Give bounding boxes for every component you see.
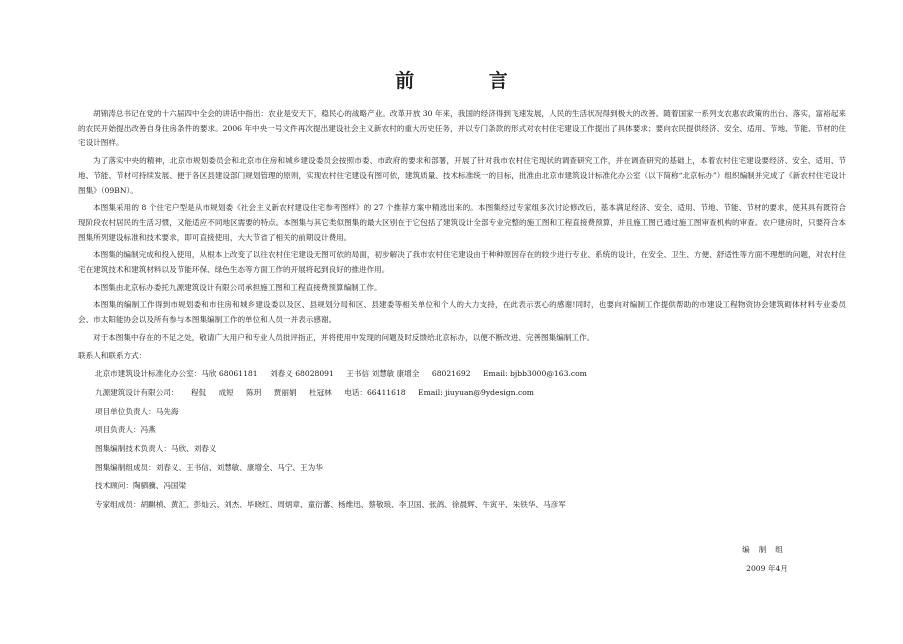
staff-line: 项目单位负责人：马先海 [95, 406, 179, 416]
contact-field: 贾丽娟 [273, 387, 297, 397]
contact-field: 68021692 [431, 369, 471, 379]
contact-field: 成短 [218, 387, 234, 397]
preface-body [78, 107, 846, 517]
paragraph: 本图集由北京标办委托九源建筑设计有限公司承担施工图和工程直接费预算编制工作。 [93, 282, 382, 292]
staff-line: 技术顾问：陶驷骥、冯国梁 [95, 481, 187, 491]
paragraph: 本图集采用的 8 个住宅户型是从市规划委《社会主义新农村建设住宅参考图样》的 27 个推荐方案中精选出来的。本图集经过专家组多次讨论修改后，基本满足经济、安全、适用、节地、节能、节材的要求，使其具有既符合现阶段农村居民的生活习惯，又能适应不同地区需要的特点。本图集与其它类似图集的最大区别在于它包括了建筑设计全部专业完整的施工图和工程直接费预算，并且施工图已通过施工图审查机构的审查。农户建房时，只要符合本图集所列建设标准和技术要求，即可直接使用，大大节省了相关的前期设计费用。 [78, 203, 846, 242]
contact-email: Email: bjbb3000@163.com [482, 369, 587, 379]
contact-email: Email: jiuyuan@9ydesign.com [418, 387, 535, 397]
paragraph: 本图集的编制工作得到市规划委和市住房和城乡建设委以及区、县规划分局和区、县建委等相关单位和个人的大力支持，在此表示衷心的感谢!同时，也要向对编制工作提供帮助的市建设工程物资协会建筑砌体材料专业委员会、市太阳能协会以及所有参与本图集编制工作的单位和人员一并表示感谢。 [78, 300, 846, 325]
staff-line: 图集编制技术负责人：马欣、刘春义 [95, 444, 217, 454]
signature-date: 2009 年4月 [746, 564, 788, 573]
contact-row-bjbb [95, 367, 846, 382]
paragraph: 对于本图集中存在的不足之处，敬请广大用户和专业人员批评指正，并将使用中发现的问题及时反馈给北京标办，以便不断改进、完善图集编制工作。 [93, 332, 595, 342]
contact-field: 王书信 刘慧敏 康增全 [346, 369, 420, 379]
staff-line: 专家组成员：胡麒楨、黄汇、彭灿云、刘杰、毕晓红、周炳章、童衍蕃、杨维迅、蔡敬琅、李卫国、张鸽、徐晨辉、牛寅平、朱铁华、马彦军 [95, 500, 566, 510]
paragraph: 本图集的编制完成和投入使用，从根本上改变了以往农村住宅建设无图可依的局面，初步解决了我市农村住宅建设由于种种原因存在的较少进行专业、系统的设计，在安全、卫生、方便、舒适性等方面不理想的问题，对农村住宅在建筑技术和建筑材料以及节能环保、绿色生态等方面工作的开展将起到良好的推进作用。 [78, 250, 846, 275]
page-title: 前 言 [395, 70, 542, 92]
paragraph: 胡锦涛总书记在党的十六届四中全会的讲话中指出：农业是安天下，稳民心的战略产业。改革开放 30 年来，我国的经济得到飞速发展，人民的生活状况得到极大的改善。随着国家一系列支农惠农政策的出台、落实，富裕起来的农民开始提出改善自身住房条件的要求。2006 年中央一号文件再次提出建设社会主义新农村的重大历史任务，并以专门条款的形式对农村住宅建设工作提出了具体要求；要向农民提供经济、安全、适用、节地、节能、节材的住宅设计图样。 [78, 109, 846, 148]
contact-phone: 电话：66411618 [344, 387, 406, 397]
contacts-heading: 联系人和联系方式： [78, 350, 147, 360]
staff-line: 项目负责人：冯燕 [95, 425, 156, 435]
contact-field: 程侃 [190, 387, 207, 397]
staff-line: 图集编制组成员：刘春义、王书信、刘慧敏、康增全、马宁、王为华 [95, 462, 323, 472]
contact-field: 九源建筑设计有限公司： [95, 387, 179, 397]
contact-field: 刘春义 68028091 [270, 369, 334, 379]
contact-field: 陈玥 [246, 387, 262, 397]
contact-row-jiuyuan [95, 386, 846, 401]
contact-field: 杜冠林 [308, 387, 332, 397]
signature-org: 编制组 [742, 545, 792, 554]
paragraph: 为了落实中央的精神，北京市规划委员会和北京市住房和城乡建设委员会按照市委、市政府的要求和部署，开展了针对我市农村住宅现状的调查研究工作，并在调查研究的基础上，本着农村住宅建设要经济、安全、适用、节地、节能、节材可持续发展、便于各区县建设部门规划管理的原则，实现农村住宅建设有图可依，建筑质量、技术标准统一的目标，批准由北京市建筑设计标准化办公室（以下简称“北京标办”）组织编制并完成了《新农村住宅设计图集》（09BN）。 [78, 156, 846, 195]
contact-field: 北京市建筑设计标准化办公室：马欣 68061181 [95, 369, 258, 379]
